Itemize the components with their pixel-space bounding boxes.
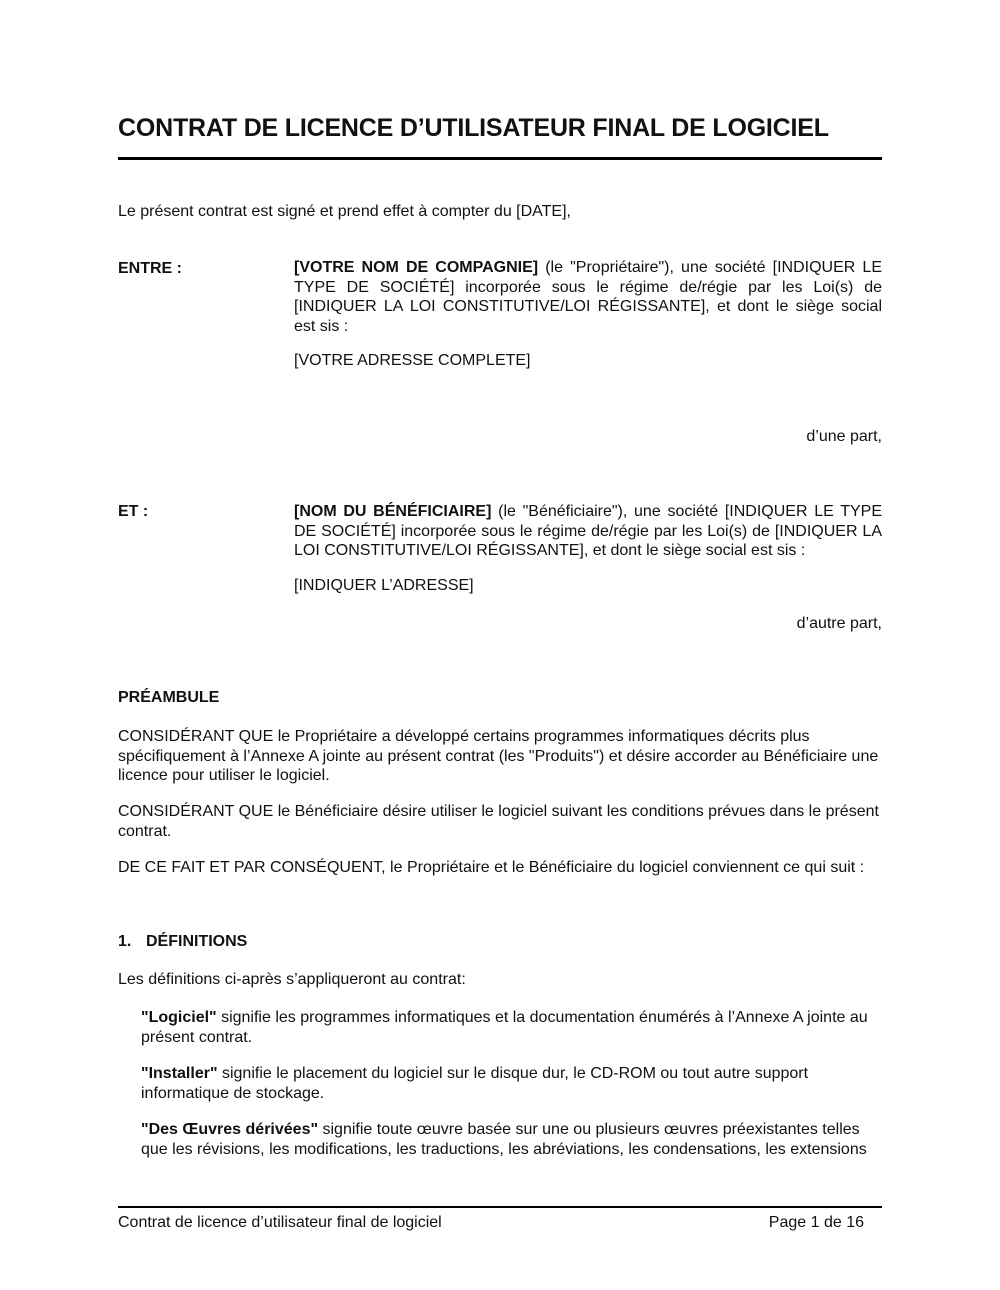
party-name-owner: [VOTRE NOM DE COMPAGNIE] [294,259,539,276]
section-heading-definitions [118,933,247,951]
party-closing-beneficiary: d’autre part, [796,615,882,632]
definitions-intro: Les définitions ci-après s’appliqueront au contrat: [118,971,466,988]
party-label-entre: ENTRE : [118,260,182,277]
party-address-beneficiary: [INDIQUER L’ADRESSE] [294,577,474,594]
definition-installer [141,1064,882,1103]
party-name-beneficiary: [NOM DU BÉNÉFICIAIRE] [294,503,492,520]
document-title: CONTRAT DE LICENCE D’UTILISATEUR FINAL DE LOGICIEL [118,114,829,142]
party-description-owner [294,258,882,336]
definition-text: signifie le placement du logiciel sur le disque dur, le CD-ROM ou tout autre support informatique de stockage. [141,1065,809,1102]
party-label-et: ET : [118,503,149,520]
intro-paragraph: Le présent contrat est signé et prend effet à compter du [DATE], [118,203,571,220]
title-divider [118,157,882,160]
definition-term: "Des Œuvres dérivées" [141,1121,319,1138]
definition-text: signifie les programmes informatiques et la documentation énumérés à l’Annexe A jointe au présent contrat. [141,1009,868,1046]
footer-divider [118,1206,882,1208]
section-title: DÉFINITIONS [146,933,248,950]
footer-document-name: Contrat de licence d’utilisateur final de logiciel [118,1214,442,1231]
definition-term: "Installer" [141,1065,218,1082]
definition-oeuvres-derivees [141,1120,882,1159]
party-description-beneficiary [294,502,882,561]
party-address-owner: [VOTRE ADRESSE COMPLETE] [294,352,531,369]
section-number: 1. [118,933,132,950]
definition-logiciel [141,1008,882,1047]
definition-text: signifie toute œuvre basée sur une ou plusieurs œuvres préexistantes telles que les révisions, les modifications, les traductions, les abréviations, les condensations, les extensions [141,1121,867,1158]
definition-term: "Logiciel" [141,1009,217,1026]
preamble-paragraph-3: DE CE FAIT ET PAR CONSÉQUENT, le Propriétaire et le Bénéficiaire du logiciel conviennent ce qui suit : [118,859,865,876]
preamble-heading: PRÉAMBULE [118,689,220,706]
party-closing-owner: d’une part, [806,428,882,445]
party-details-owner: (le "Propriétaire"), une société [INDIQUER LE TYPE DE SOCIÉTÉ] incorporée sous le régime de/régie par les Loi(s) de [INDIQUER LA LOI CONSTITUTIVE/LOI RÉGISSANTE], et dont le siège social est sis : [294,259,882,335]
footer-page-number: Page 1 de 16 [768,1214,864,1231]
preamble-paragraph-1: CONSIDÉRANT QUE le Propriétaire a développé certains programmes informatiques décrits plus spécifiquement à l’Annexe A jointe au présent contrat (les "Produits") et désire accorder au Bénéficiaire une licence pour utiliser le logiciel. [118,728,879,784]
party-details-beneficiary: (le "Bénéficiaire"), une société [INDIQUER LE TYPE DE SOCIÉTÉ] incorporée sous le régime de/régie par les Loi(s) de [INDIQUER LA LOI CONSTITUTIVE/LOI RÉGISSANTE], et dont le siège social est sis : [294,503,882,559]
preamble-paragraph-2: CONSIDÉRANT QUE le Bénéficiaire désire utiliser le logiciel suivant les conditions prévues dans le présent contrat. [118,803,879,840]
